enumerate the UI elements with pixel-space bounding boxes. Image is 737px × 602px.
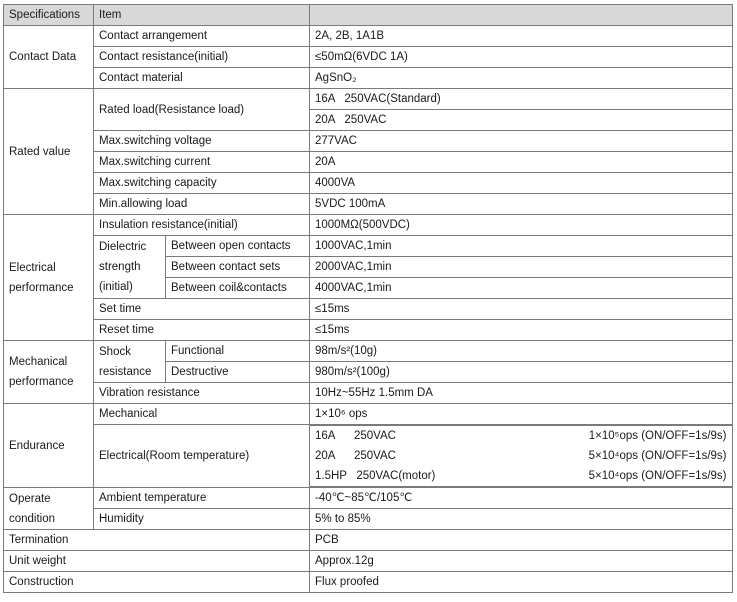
value-ambient-temperature: -40℃~85℃/105℃ bbox=[310, 488, 733, 509]
table-row bbox=[4, 509, 733, 530]
dielectric-label-line: (initial) bbox=[99, 281, 133, 293]
table-row bbox=[4, 194, 733, 215]
table-row bbox=[4, 320, 733, 341]
item-mechanical-endurance: Mechanical bbox=[94, 404, 310, 425]
value-termination: PCB bbox=[310, 530, 733, 551]
item-shock-resistance bbox=[94, 341, 166, 383]
table-row bbox=[4, 383, 733, 404]
electrical-ops: 5×10⁴ops (ON/OFF=1s/9s) bbox=[588, 470, 727, 482]
item-contact-material: Contact material bbox=[94, 68, 310, 89]
group-endurance: Endurance bbox=[4, 404, 94, 488]
electrical-ops: 1×10⁵ops (ON/OFF=1s/9s) bbox=[588, 430, 727, 442]
group-label-line: condition bbox=[9, 512, 56, 525]
value-contact-material: AgSnO₂ bbox=[310, 68, 733, 89]
value-vibration-resistance: 10Hz~55Hz 1.5mm DA bbox=[310, 383, 733, 404]
electrical-ops: 5×10⁴ops (ON/OFF=1s/9s) bbox=[588, 450, 727, 462]
table-row bbox=[4, 68, 733, 89]
item-contact-arrangement: Contact arrangement bbox=[94, 26, 310, 47]
sub-functional: Functional bbox=[166, 341, 310, 362]
group-mechanical-performance bbox=[4, 341, 94, 404]
value-max-switching-current: 20A bbox=[310, 152, 733, 173]
item-max-switching-capacity: Max.switching capacity bbox=[94, 173, 310, 194]
spec-construction: Construction bbox=[4, 572, 310, 593]
group-label-line: performance bbox=[9, 281, 74, 294]
item-max-switching-current: Max.switching current bbox=[94, 152, 310, 173]
sub-between-open-contacts: Between open contacts bbox=[166, 236, 310, 257]
table-row bbox=[4, 236, 733, 257]
header-value bbox=[310, 5, 733, 26]
table-row bbox=[4, 47, 733, 68]
value-electrical-endurance-motor bbox=[310, 466, 733, 487]
group-rated-value: Rated value bbox=[4, 89, 94, 215]
dielectric-label-line: strength bbox=[99, 261, 141, 273]
shock-label-line: resistance bbox=[99, 365, 152, 378]
item-electrical-endurance: Electrical(Room temperature) bbox=[94, 425, 310, 488]
value-between-open-contacts: 1000VAC,1min bbox=[310, 236, 733, 257]
spec-unit-weight: Unit weight bbox=[4, 551, 310, 572]
group-contact-data: Contact Data bbox=[4, 26, 94, 89]
value-between-contact-sets: 2000VAC,1min bbox=[310, 257, 733, 278]
group-operate-condition bbox=[4, 488, 94, 530]
item-humidity: Humidity bbox=[94, 509, 310, 530]
header-row bbox=[4, 5, 733, 26]
item-vibration-resistance: Vibration resistance bbox=[94, 383, 310, 404]
header-specifications: Specifications bbox=[4, 5, 94, 26]
value-set-time: ≤15ms bbox=[310, 299, 733, 320]
table-row bbox=[4, 425, 733, 447]
table-row bbox=[4, 26, 733, 47]
value-between-coil-contacts: 4000VAC,1min bbox=[310, 278, 733, 299]
value-insulation-resistance: 1000MΩ(500VDC) bbox=[310, 215, 733, 236]
sub-between-contact-sets: Between contact sets bbox=[166, 257, 310, 278]
value-max-switching-capacity: 4000VA bbox=[310, 173, 733, 194]
group-label-line: performance bbox=[9, 376, 74, 388]
table-row bbox=[4, 551, 733, 572]
shock-label-line: Shock bbox=[99, 345, 131, 358]
value-destructive: 980m/s²(100g) bbox=[310, 362, 733, 383]
table-row bbox=[4, 152, 733, 173]
spec-termination: Termination bbox=[4, 530, 310, 551]
value-unit-weight: Approx.12g bbox=[310, 551, 733, 572]
table-row bbox=[4, 572, 733, 593]
value-electrical-endurance-20a bbox=[310, 446, 733, 466]
item-dielectric-strength bbox=[94, 236, 166, 299]
sub-between-coil-contacts: Between coil&contacts bbox=[166, 278, 310, 299]
group-label-line: Operate bbox=[9, 492, 51, 505]
group-label-line: Mechanical bbox=[9, 356, 68, 368]
table-row bbox=[4, 404, 733, 425]
header-item: Item bbox=[94, 5, 310, 26]
sub-destructive: Destructive bbox=[166, 362, 310, 383]
item-contact-resistance: Contact resistance(initial) bbox=[94, 47, 310, 68]
group-electrical-performance bbox=[4, 215, 94, 341]
value-electrical-endurance-16a bbox=[310, 425, 733, 446]
value-humidity: 5% to 85% bbox=[310, 509, 733, 530]
electrical-load: 20A 250VAC bbox=[315, 450, 396, 462]
item-insulation-resistance: Insulation resistance(initial) bbox=[94, 215, 310, 236]
electrical-load: 16A 250VAC bbox=[315, 430, 396, 442]
item-rated-load: Rated load(Resistance load) bbox=[94, 89, 310, 131]
item-reset-time: Reset time bbox=[94, 320, 310, 341]
dielectric-label-line: Dielectric bbox=[99, 241, 147, 253]
table-row bbox=[4, 341, 733, 362]
value-max-switching-voltage: 277VAC bbox=[310, 131, 733, 152]
table-row bbox=[4, 215, 733, 236]
value-contact-resistance: ≤50mΩ(6VDC 1A) bbox=[310, 47, 733, 68]
item-ambient-temperature: Ambient temperature bbox=[94, 488, 310, 509]
value-mechanical-endurance: 1×10⁶ ops bbox=[310, 404, 733, 425]
value-functional: 98m/s²(10g) bbox=[310, 341, 733, 362]
value-rated-load-standard: 16A 250VAC(Standard) bbox=[310, 89, 733, 110]
item-max-switching-voltage: Max.switching voltage bbox=[94, 131, 310, 152]
item-min-allowing-load: Min.allowing load bbox=[94, 194, 310, 215]
table-row bbox=[4, 173, 733, 194]
value-reset-time: ≤15ms bbox=[310, 320, 733, 341]
table-row bbox=[4, 299, 733, 320]
table-row bbox=[4, 89, 733, 110]
value-rated-load-alt: 20A 250VAC bbox=[310, 110, 733, 131]
electrical-load: 1.5HP 250VAC(motor) bbox=[315, 470, 436, 482]
table-row bbox=[4, 530, 733, 551]
value-min-allowing-load: 5VDC 100mA bbox=[310, 194, 733, 215]
item-set-time: Set time bbox=[94, 299, 310, 320]
specifications-table bbox=[3, 4, 733, 593]
table-row bbox=[4, 488, 733, 509]
group-label-line: Electrical bbox=[9, 261, 56, 274]
table-row bbox=[4, 131, 733, 152]
value-contact-arrangement: 2A, 2B, 1A1B bbox=[310, 26, 733, 47]
value-construction: Flux proofed bbox=[310, 572, 733, 593]
